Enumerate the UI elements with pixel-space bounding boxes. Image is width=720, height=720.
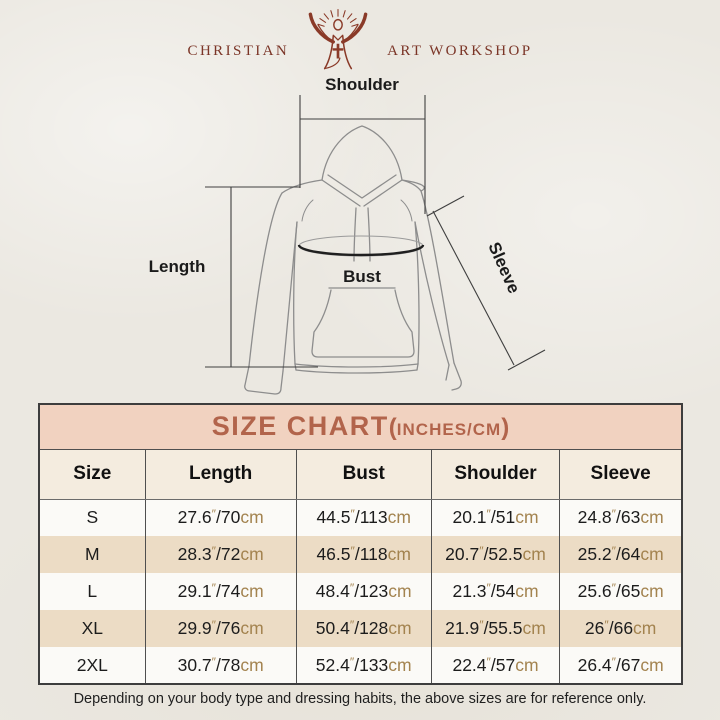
sizing-diagram <box>0 74 720 409</box>
bust-value: 48.4″/123cm <box>296 573 431 610</box>
size-chart-table <box>38 403 683 685</box>
length-label: Length <box>148 257 206 276</box>
bust-value: 44.5″/113cm <box>296 499 431 536</box>
chart-title-text: SIZE CHART <box>211 411 389 442</box>
shoulder-value: 20.1″/51cm <box>431 499 560 536</box>
reference-footnote: Depending on your body type and dressing habits, the above sizes are for reference only. <box>73 691 647 707</box>
sleeve-value: 24.8″/63cm <box>560 499 682 536</box>
size-label: S <box>86 507 99 528</box>
length-value: 29.1″/74cm <box>145 573 296 610</box>
sleeve-value: 25.2″/64cm <box>560 536 682 573</box>
size-rows <box>39 499 682 684</box>
shoulder-value: 22.4″/57cm <box>431 647 560 684</box>
length-value: 28.3″/72cm <box>145 536 296 573</box>
shoulder-label: Shoulder <box>325 75 399 94</box>
sleeve-label: Sleeve <box>484 239 524 297</box>
column-header-size: Size <box>39 449 145 499</box>
brand-text-left: CHRISTIAN <box>187 43 290 59</box>
size-label: 2XL <box>76 654 108 675</box>
shoulder-value: 20.7″/52.5cm <box>431 536 560 573</box>
bust-value: 52.4″/133cm <box>296 647 431 684</box>
shoulder-value: 21.3″/54cm <box>431 573 560 610</box>
bust-label: Bust <box>343 267 381 286</box>
length-value: 29.9″/76cm <box>145 610 296 647</box>
chart-title-row <box>39 404 682 449</box>
size-row-2xl <box>39 647 682 684</box>
length-value: 30.7″/78cm <box>145 647 296 684</box>
measurement-lines <box>205 95 545 370</box>
brand-text-right: ART WORKSHOP <box>387 43 533 59</box>
size-row-xl <box>39 610 682 647</box>
jesus-rays-logo-icon <box>298 8 378 72</box>
column-header-row <box>39 449 682 499</box>
bust-value: 46.5″/118cm <box>296 536 431 573</box>
size-label: M <box>39 536 145 573</box>
hoodie-drawing <box>245 126 462 394</box>
chart-title-units: INCHES/CM <box>396 420 502 440</box>
size-row-s <box>39 499 682 536</box>
size-row-m <box>39 536 682 573</box>
column-header-sleeve: Sleeve <box>560 449 682 499</box>
column-header-length: Length <box>145 449 296 499</box>
sleeve-value: 25.6″/65cm <box>560 573 682 610</box>
sleeve-value: 26″/66cm <box>560 610 682 647</box>
brand-header <box>0 8 720 72</box>
size-label: XL <box>39 610 145 647</box>
column-header-bust: Bust <box>296 449 431 499</box>
column-header-shoulder: Shoulder <box>431 449 560 499</box>
shoulder-value: 21.9″/55.5cm <box>431 610 560 647</box>
length-value: 27.6″/70cm <box>145 499 296 536</box>
chart-title: SIZE CHART(INCHES/CM) <box>39 404 682 449</box>
size-label: L <box>87 581 98 601</box>
bust-value: 50.4″/128cm <box>296 610 431 647</box>
size-row-l <box>39 573 682 610</box>
sleeve-value: 26.4″/67cm <box>560 647 682 684</box>
